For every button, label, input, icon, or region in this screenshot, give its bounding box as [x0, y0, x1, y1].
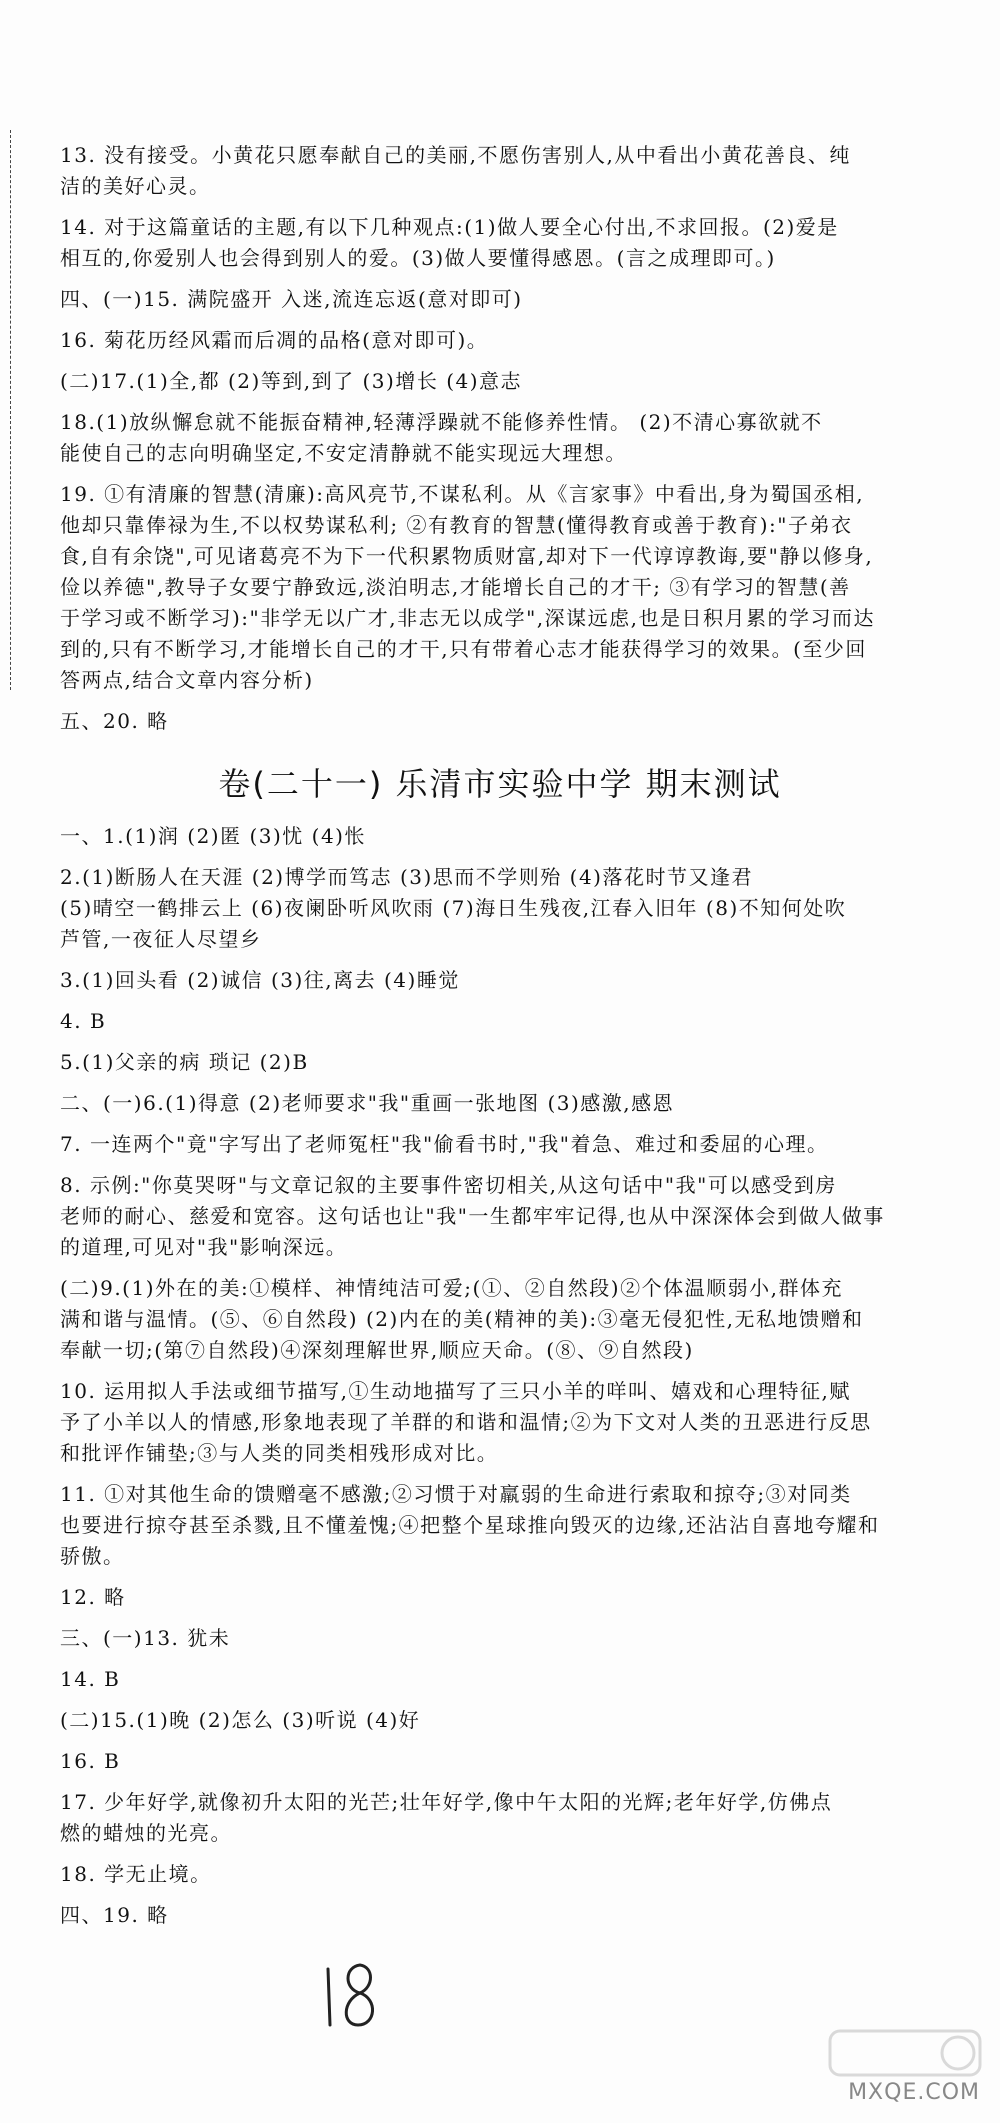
answer-line: 18. 学无止境。 — [60, 1862, 212, 1886]
answer-line: 相互的,你爱别人也会得到别人的爱。(3)做人要懂得感恩。(言之成理即可。) — [60, 246, 776, 270]
answer-line: 骄傲。 — [60, 1544, 125, 1568]
answer-line: 食,自有余饶",可见诸葛亮不为下一代积累物质财富,却对下一代谆谆教诲,要"静以修身, — [60, 544, 874, 568]
answer-line: 19. ①有清廉的智慧(清廉):高风亮节,不谋私利。从《言家事》中看出,身为蜀国丞相, — [60, 482, 865, 506]
answer-line: 答两点,结合文章内容分析) — [60, 668, 314, 692]
answer-line: 10. 运用拟人手法或细节描写,①生动地描写了三只小羊的咩叫、嬉戏和心理特征,赋 — [60, 1379, 851, 1403]
answer-line: 一、1.(1)润 (2)匿 (3)忧 (4)怅 — [60, 824, 366, 848]
answer-line: 四、19. 略 — [60, 1903, 169, 1927]
binding-dashed-line — [10, 130, 11, 690]
answer-line: 老师的耐心、慈爱和宽容。这句话也让"我"一生都牢牢记得,也从中深深体会到做人做事 — [60, 1204, 885, 1228]
section-title: 卷(二十一) 乐清市实验中学 期末测试 — [218, 765, 782, 803]
answer-line: 于学习或不断学习):"非学无以广才,非志无以成学",深谋远虑,也是日积月累的学习而达 — [60, 606, 876, 630]
answer-line: 16. 菊花历经风霜而后凋的品格(意对即可)。 — [60, 328, 489, 352]
answer-line: 四、(一)15. 满院盛开 入迷,流连忘返(意对即可) — [60, 287, 523, 311]
answer-line: 2.(1)断肠人在天涯 (2)博学而笃志 (3)思而不学则殆 (4)落花时节又逢君 — [60, 865, 753, 889]
answer-line: 13. 没有接受。小黄花只愿奉献自己的美丽,不愿伤害别人,从中看出小黄花善良、纯 — [60, 143, 851, 167]
answer-line: 12. 略 — [60, 1585, 126, 1609]
answer-line: 燃的蜡烛的光亮。 — [60, 1821, 232, 1845]
answer-line: 3.(1)回头看 (2)诚信 (3)往,离去 (4)睡觉 — [60, 968, 460, 992]
answer-line: 到的,只有不断学习,才能增长自己的才干,只有带着心志才能获得学习的效果。(至少回 — [60, 637, 867, 661]
answer-line: 芦管,一夜征人尽望乡 — [60, 927, 262, 951]
answer-line: 5.(1)父亲的病 琐记 (2)B — [60, 1050, 309, 1074]
answer-line: 二、(一)6.(1)得意 (2)老师要求"我"重画一张地图 (3)感激,感恩 — [60, 1091, 675, 1115]
answer-line: 11. ①对其他生命的馈赠毫不感激;②习惯于对羸弱的生命进行索取和掠夺;③对同类 — [60, 1482, 852, 1506]
answer-line: 和批评作铺垫;③与人类的同类相残形成对比。 — [60, 1441, 499, 1465]
answer-line: 洁的美好心灵。 — [60, 174, 211, 198]
answer-line: (5)晴空一鹤排云上 (6)夜阑卧听风吹雨 (7)海日生残夜,江春入旧年 (8)不知何处吹 — [60, 896, 847, 920]
answer-line: (二)17.(1)全,都 (2)等到,到了 (3)增长 (4)意志 — [60, 369, 523, 393]
answer-line: 他却只靠俸禄为生,不以权势谋私利; ②有教育的智慧(懂得教育或善于教育):"子弟衣 — [60, 513, 853, 537]
answer-line: 也要进行掠夺甚至杀戮,且不懂羞愧;④把整个星球推向毁灭的边缘,还沾沾自喜地夸耀和 — [60, 1513, 880, 1537]
answer-line: 7. 一连两个"竟"字写出了老师冤枉"我"偷看书时,"我"着急、难过和委屈的心理。 — [60, 1132, 829, 1156]
previous-section-answers — [60, 140, 940, 737]
answer-line: 能使自己的志向明确坚定,不安定清静就不能实现远大理想。 — [60, 441, 627, 465]
answer-line: 三、(一)13. 犹未 — [60, 1626, 231, 1650]
answer-content — [60, 140, 940, 1931]
answer-line: 奉献一切;(第⑦自然段)④深刻理解世界,顺应天命。(⑧、⑨自然段) — [60, 1338, 694, 1362]
answer-line: 17. 少年好学,就像初升太阳的光芒;壮年好学,像中午太阳的光辉;老年好学,仿佛点 — [60, 1790, 833, 1814]
answer-line: 五、20. 略 — [60, 709, 169, 733]
answer-line: 14. B — [60, 1667, 121, 1691]
handwritten-page-number — [320, 1955, 380, 2035]
answer-line: (二)9.(1)外在的美:①模样、神情纯洁可爱;(①、②自然段)②个体温顺弱小,群体充 — [60, 1276, 843, 1300]
answer-line: 14. 对于这篇童话的主题,有以下几种观点:(1)做人要全心付出,不求回报。(2)爱是 — [60, 215, 839, 239]
section-21-answers — [60, 821, 940, 1931]
answer-line: (二)15.(1)晚 (2)怎么 (3)听说 (4)好 — [60, 1708, 421, 1732]
answer-line: 18.(1)放纵懈怠就不能振奋精神,轻薄浮躁就不能修养性情。 (2)不清心寡欲就不 — [60, 410, 823, 434]
answer-line: 予了小羊以人的情感,形象地表现了羊群的和谐和温情;②为下文对人类的丑恶进行反思 — [60, 1410, 872, 1434]
answer-line: 8. 示例:"你莫哭呀"与文章记叙的主要事件密切相关,从这句话中"我"可以感受到房 — [60, 1173, 837, 1197]
answer-line: 满和谐与温情。(⑤、⑥自然段) (2)内在的美(精神的美):③毫无侵犯性,无私地馈赠和 — [60, 1307, 864, 1331]
answer-line: 4. B — [60, 1009, 107, 1033]
answer-line: 俭以养德",教导子女要宁静致远,淡泊明志,才能增长自己的才干; ③有学习的智慧(善 — [60, 575, 851, 599]
watermark-text: MXQE.COM — [848, 2080, 980, 2105]
answer-line: 的道理,可见对"我"影响深远。 — [60, 1235, 348, 1259]
answer-line: 16. B — [60, 1749, 121, 1773]
